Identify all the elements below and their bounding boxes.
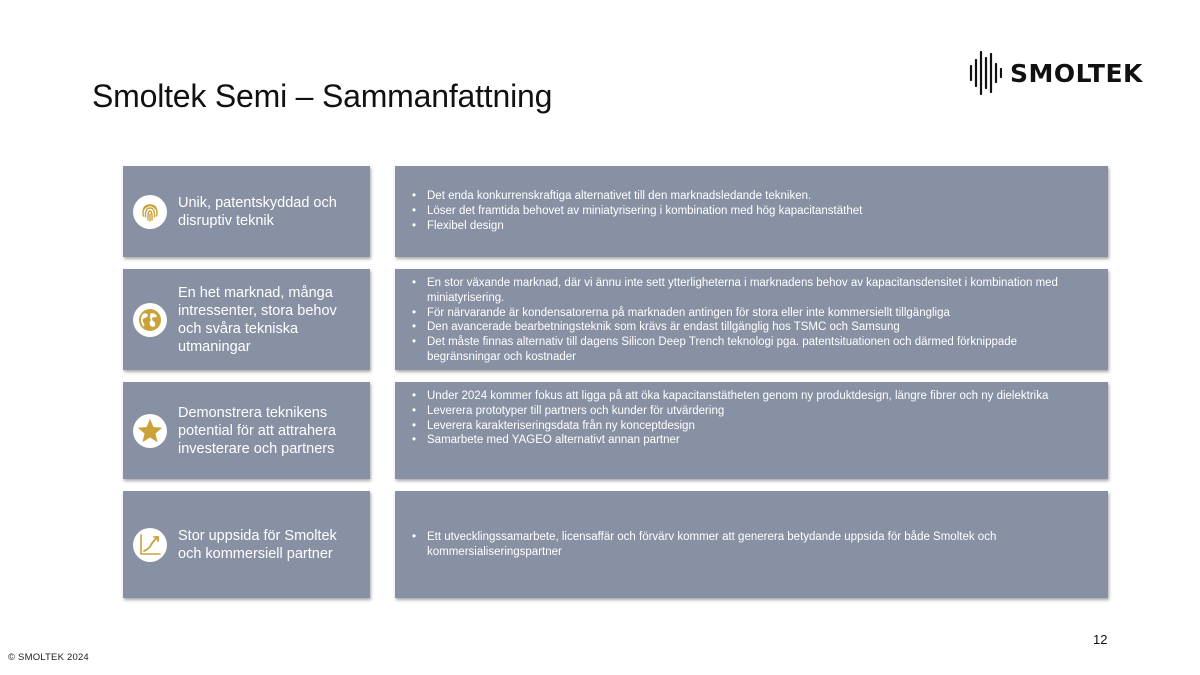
row-1-bullet-2: • Löser det framtida behovet av miniatyrisering i kombination med hög kapacitanstäthet xyxy=(427,204,1068,219)
row-2-bullet-list xyxy=(395,276,1108,365)
row-3-bullet-2: • Leverera prototyper till partners och kunder för utvärdering xyxy=(427,404,1068,419)
row-3-heading-box xyxy=(123,382,370,479)
globe-icon xyxy=(133,303,167,337)
page-number: 12 xyxy=(1093,632,1108,647)
smoltek-logo xyxy=(968,48,1143,98)
row-2-details-box xyxy=(395,269,1108,370)
row-1-bullet-list xyxy=(395,189,1108,233)
row-1-bullet-1: • Det enda konkurrenskraftiga alternativet till den marknadsledande tekniken. xyxy=(427,189,1068,204)
row-2-bullet-4: • Det måste finnas alternativ till dagens Silicon Deep Trench teknologi pga. patentsituationen och därmed förknippade begränsningar och kostnader xyxy=(427,335,1068,365)
row-1-heading-box xyxy=(123,166,370,257)
row-1-bullet-3: • Flexibel design xyxy=(427,219,1068,234)
row-4-bullet-list xyxy=(395,530,1108,560)
waveform-logo-icon xyxy=(968,48,1002,98)
row-2-heading: En het marknad, många intressenter, stora behov och svåra tekniska utmaningar xyxy=(178,284,337,355)
row-1-heading: Unik, patentskyddad och disruptiv teknik xyxy=(178,194,337,229)
row-3-bullet-3: • Leverera karakteriseringsdata från ny konceptdesign xyxy=(427,419,1068,434)
row-3-details-box xyxy=(395,382,1108,479)
row-3-heading: Demonstrera teknikens potential för att attrahera investerare och partners xyxy=(178,404,336,457)
growth-chart-icon xyxy=(133,528,167,562)
row-2-bullet-3: • Den avancerade bearbetningsteknik som krävs är endast tillgänglig hos TSMC och Samsung xyxy=(427,320,1068,335)
row-2-bullet-1: • En stor växande marknad, där vi ännu inte sett ytterligheterna i marknadens behov av kapacitansdensitet i kombination med miniatyrisering. xyxy=(427,276,1068,306)
row-4-bullet-1: • Ett utvecklingssamarbete, licensaffär och förvärv kommer att generera betydande uppsida för både Smoltek och kommersialiseringspartner xyxy=(427,530,1068,560)
fingerprint-icon xyxy=(133,195,167,229)
row-4-heading-box xyxy=(123,491,370,598)
row-2-bullet-2: • För närvarande är kondensatorerna på marknaden antingen för stora eller inte kommersiellt tillgängliga xyxy=(427,306,1068,321)
row-1-details-box xyxy=(395,166,1108,257)
copyright-footer: © SMOLTEK 2024 xyxy=(8,652,89,663)
row-3-bullet-1: • Under 2024 kommer fokus att ligga på att öka kapacitanstätheten genom ny produktdesign, längre fibrer och ny dielektrika xyxy=(427,389,1068,404)
row-3-bullet-4: • Samarbete med YAGEO alternativt annan partner xyxy=(427,433,1068,448)
row-3-bullet-list xyxy=(395,389,1108,448)
row-4-heading: Stor uppsida för Smoltek och kommersiell partner xyxy=(178,527,337,562)
logo-wordmark: SMOLTEK xyxy=(1010,58,1143,88)
row-2-heading-box xyxy=(123,269,370,370)
row-4-details-box xyxy=(395,491,1108,598)
star-icon xyxy=(133,414,167,448)
slide-title: Smoltek Semi – Sammanfattning xyxy=(92,78,553,114)
